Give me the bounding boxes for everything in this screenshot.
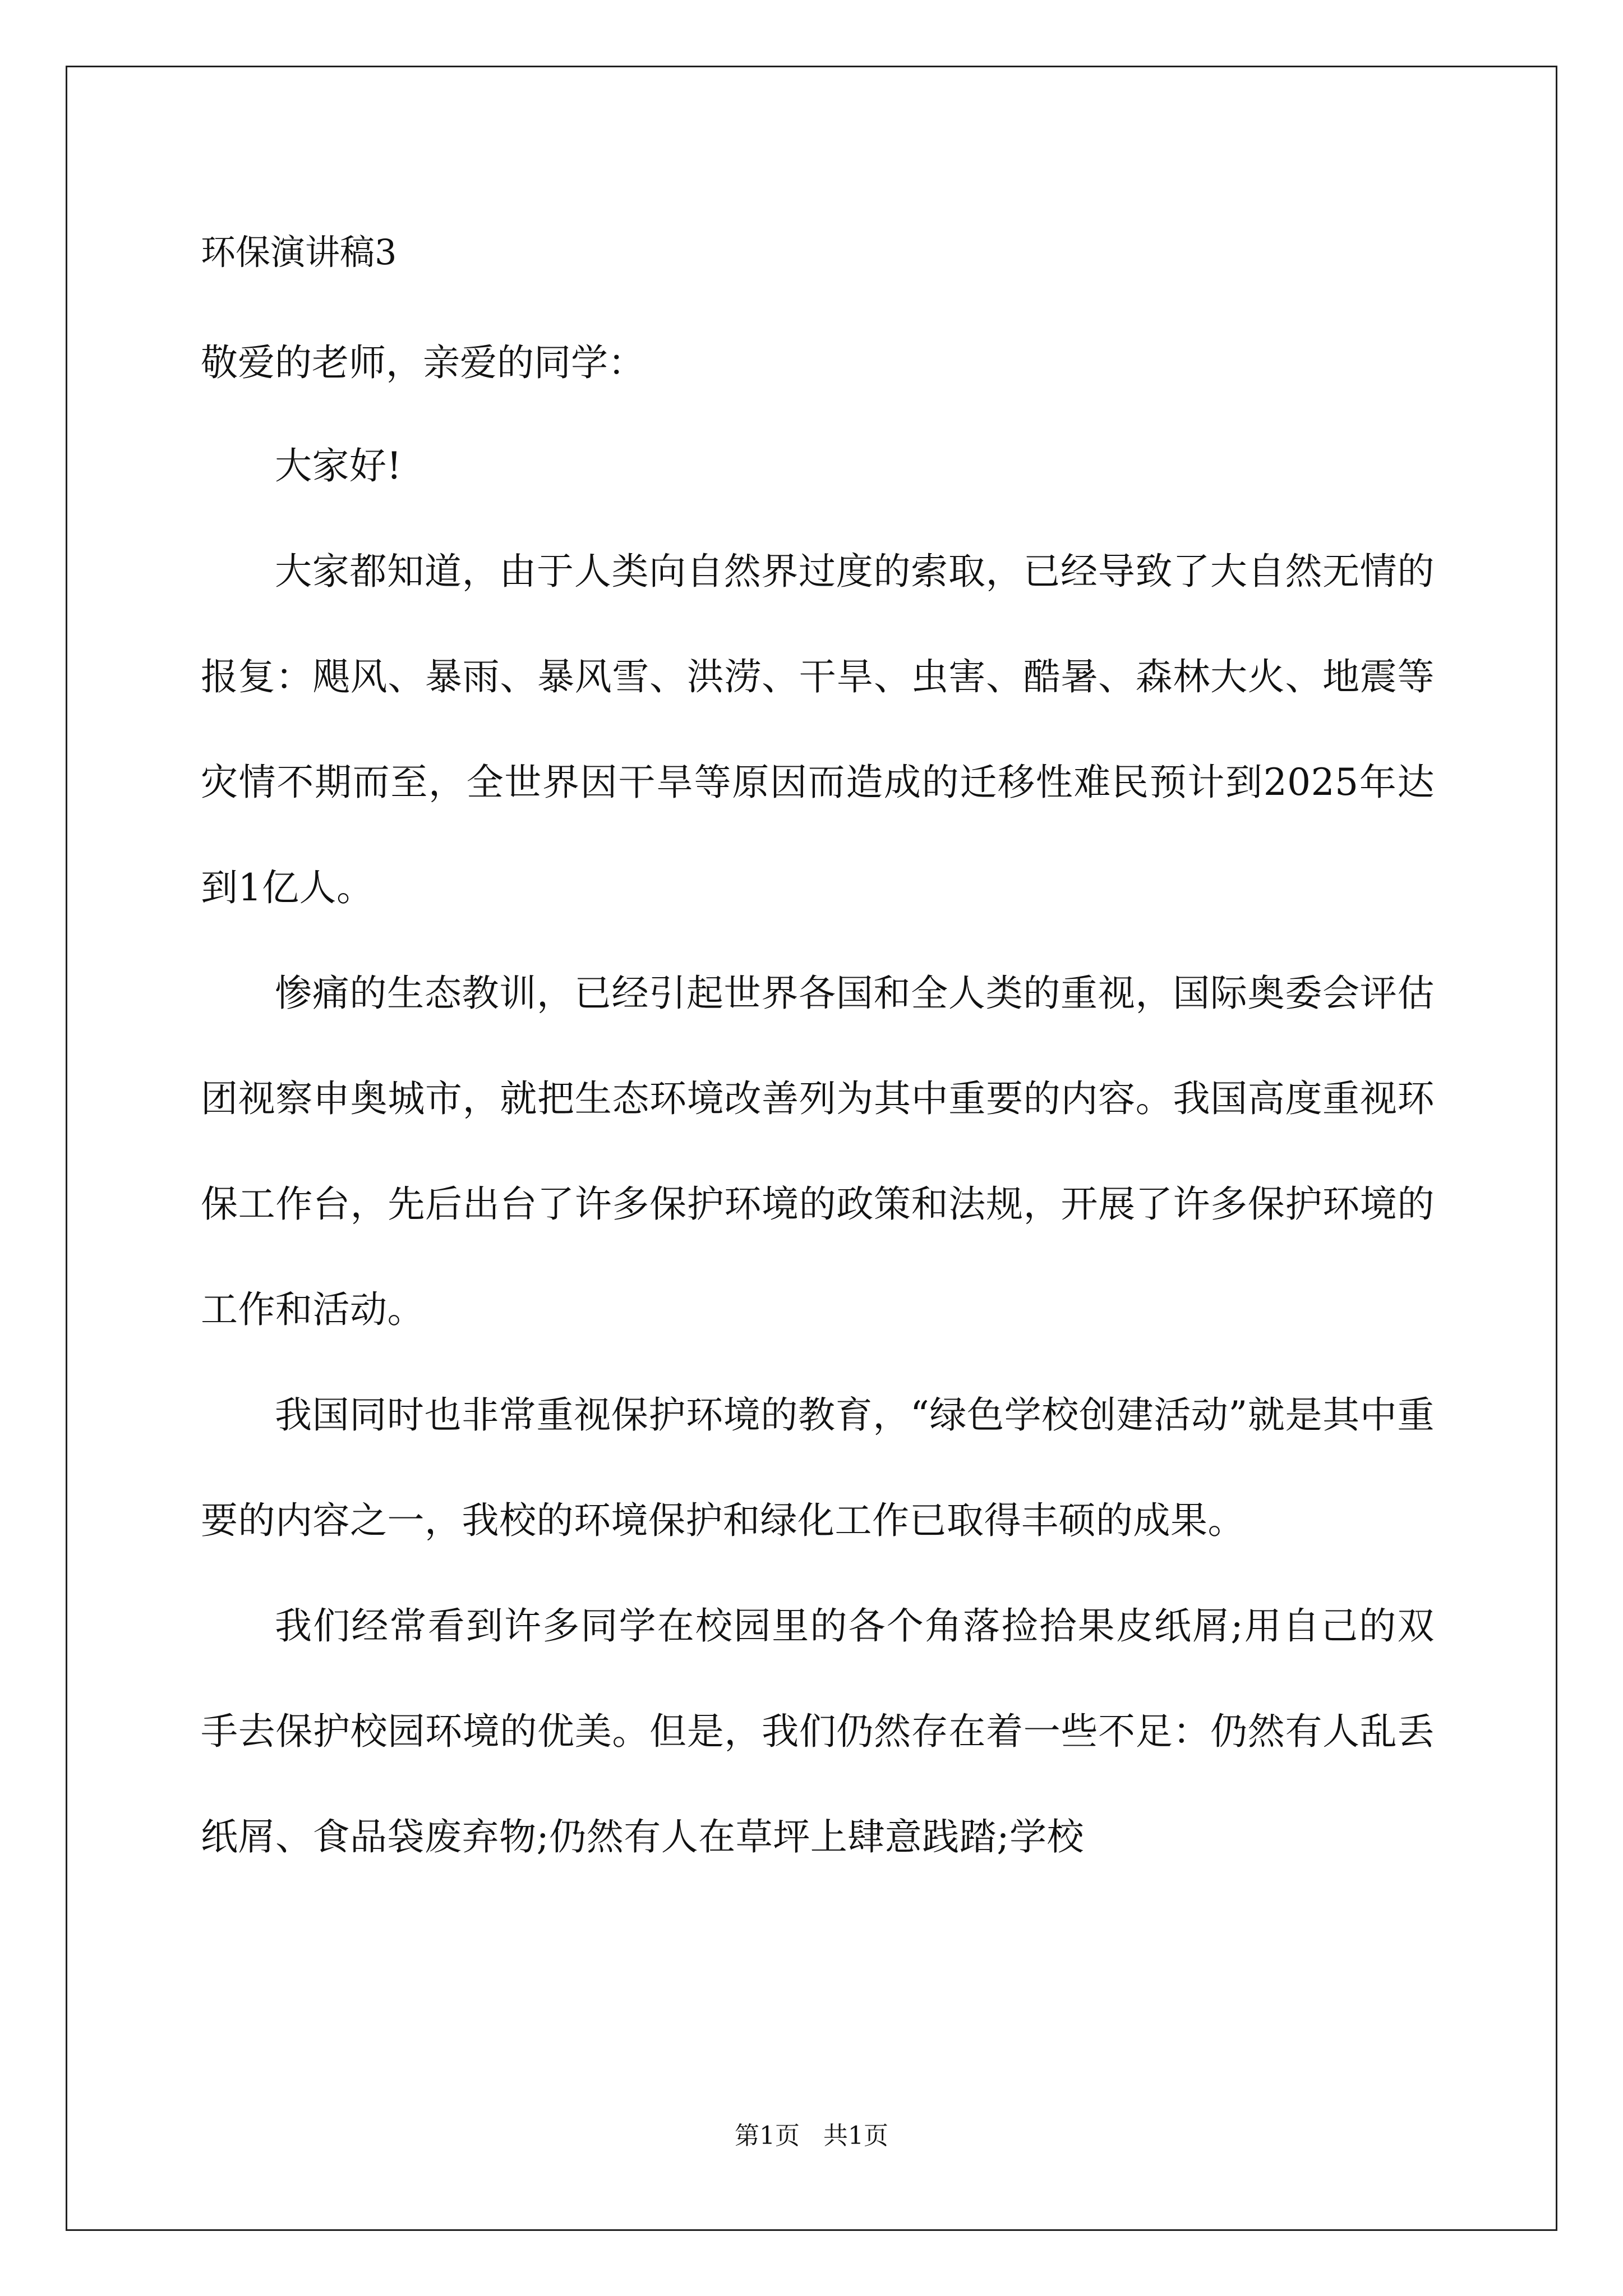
- paragraph: 惨痛的生态教训，已经引起世界各国和全人类的重视，国际奥委会评估团视察申奥城市，就把生态环境改善列为其中重要的内容。我国高度重视环保工作台，先后出台了许多保护环境的政策和法规，开展了许多保护环境的工作和活动。: [201, 972, 1435, 1331]
- salutation: 敬爱的老师，亲爱的同学：: [201, 341, 645, 384]
- paragraph-greeting: 大家好!: [275, 444, 402, 487]
- document-body: [201, 216, 1435, 1890]
- page-footer: 第1页 共1页: [735, 2122, 888, 2150]
- paragraph: 大家都知道，由于人类向自然界过度的索取，已经导致了大自然无情的报复：飓风、暴雨、暴风雪、洪涝、干旱、虫害、酷暑、森林大火、地震等灾情不期而至，全世界因干旱等原因而造成的迁移性难民预计到2025年达到1亿人。: [201, 550, 1435, 909]
- paragraph: 我们经常看到许多同学在校园里的各个角落捡拾果皮纸屑;用自己的双手去保护校园环境的优美。但是，我们仍然存在着一些不足：仍然有人乱丢纸屑、食品袋废弃物;仍然有人在草坪上肆意践踏;学校: [201, 1604, 1435, 1858]
- paragraph: 我国同时也非常重视保护环境的教育，“绿色学校创建活动”就是其中重要的内容之一，我校的环境保护和绿化工作已取得丰硕的成果。: [201, 1393, 1435, 1542]
- document-title: 环保演讲稿3: [201, 232, 397, 273]
